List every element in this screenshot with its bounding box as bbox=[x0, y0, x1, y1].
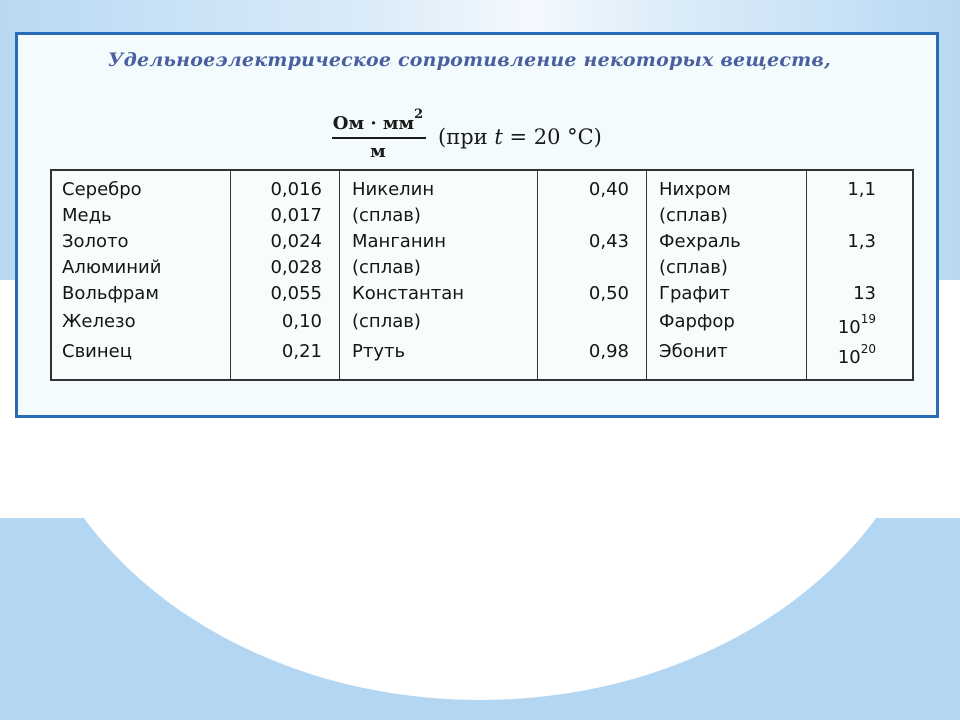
units-numerator: Ом · $мм^2$ bbox=[332, 107, 424, 134]
substance-name: Фарфор bbox=[659, 311, 735, 332]
temperature-condition: (при t = 20 °C) bbox=[438, 125, 602, 149]
column-divider bbox=[646, 171, 647, 379]
resistivity-value: 0,016 bbox=[270, 179, 322, 200]
substance-name: (сплав) bbox=[352, 257, 421, 278]
resistivity-value: 0,10 bbox=[281, 311, 322, 332]
resistivity-value: 0,055 bbox=[270, 283, 322, 304]
page-title: Удельноеэлектрическое сопротивление некоторых веществ, bbox=[108, 49, 831, 71]
resistivity-value: 1,1 bbox=[847, 179, 876, 200]
value-exponent: 20 bbox=[860, 342, 876, 356]
substance-name: Свинец bbox=[62, 341, 132, 362]
units-denominator: м bbox=[370, 141, 386, 162]
units-power: 2 bbox=[414, 107, 424, 122]
fraction-bar bbox=[332, 137, 426, 139]
resistivity-panel bbox=[15, 32, 939, 418]
column-divider bbox=[537, 171, 538, 379]
resistivity-value: 0,017 bbox=[270, 205, 322, 226]
substance-name: Железо bbox=[62, 311, 136, 332]
substance-name: (сплав) bbox=[352, 311, 421, 332]
substance-name: Серебро bbox=[62, 179, 142, 200]
substance-name: Никелин bbox=[352, 179, 435, 200]
resistivity-value: 0,43 bbox=[588, 231, 629, 252]
substance-name: Ртуть bbox=[352, 341, 406, 362]
resistivity-value: 0,50 bbox=[588, 283, 629, 304]
value-exponent: 19 bbox=[860, 312, 876, 326]
substance-name: (сплав) bbox=[352, 205, 421, 226]
substance-name: (сплав) bbox=[659, 205, 728, 226]
substance-name: Нихром bbox=[659, 179, 731, 200]
substance-name: Золото bbox=[62, 231, 129, 252]
substance-name: Вольфрам bbox=[62, 283, 159, 304]
resistivity-value: 1,3 bbox=[847, 231, 876, 252]
substance-name: Фехраль bbox=[659, 231, 741, 252]
resistivity-value: 0,21 bbox=[281, 341, 322, 362]
substance-name: (сплав) bbox=[659, 257, 728, 278]
resistivity-value: $10^{19}$ bbox=[837, 312, 876, 338]
substance-name: Манганин bbox=[352, 231, 447, 252]
substance-name: Медь bbox=[62, 205, 112, 226]
substance-name: Алюминий bbox=[62, 257, 162, 278]
resistivity-value: $10^{20}$ bbox=[837, 342, 876, 368]
resistivity-value: 13 bbox=[853, 283, 876, 304]
substance-name: Константан bbox=[352, 283, 465, 304]
resistivity-table bbox=[50, 169, 914, 381]
column-divider bbox=[339, 171, 340, 379]
substance-name: Эбонит bbox=[659, 341, 728, 362]
column-divider bbox=[230, 171, 231, 379]
resistivity-value: 0,024 bbox=[270, 231, 322, 252]
resistivity-value: 0,028 bbox=[270, 257, 322, 278]
resistivity-value: 0,98 bbox=[588, 341, 629, 362]
substance-name: Графит bbox=[659, 283, 731, 304]
resistivity-value: 0,40 bbox=[588, 179, 629, 200]
